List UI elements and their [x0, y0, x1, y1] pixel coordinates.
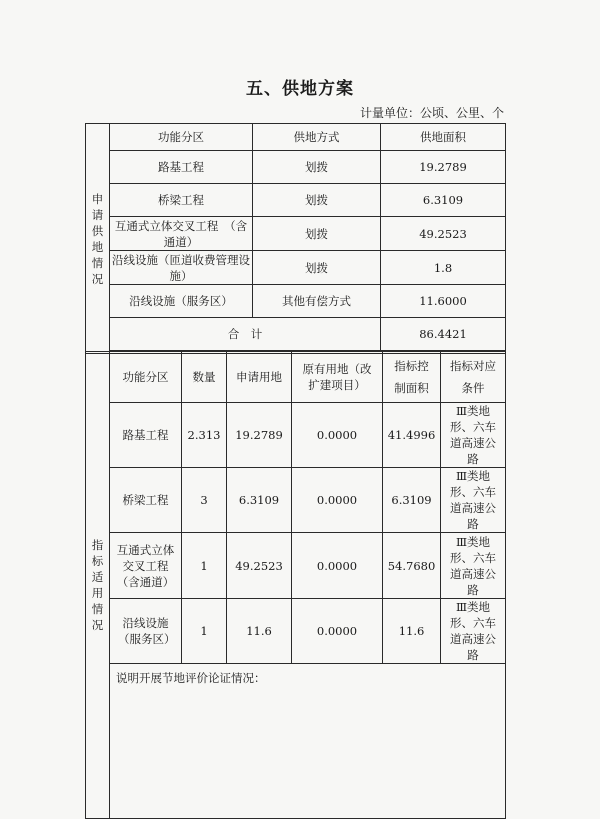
total-label: 合 计 [110, 318, 381, 351]
table-row: 沿线设施（匝道收费管理设施） 划拨 1.8 [86, 251, 506, 285]
page-title: 五、供地方案 [246, 79, 354, 99]
supply-section-label: 申 请 供 地 情 况 [86, 124, 110, 354]
measurement-unit: 计量单位：公顷、公里、个 [359, 106, 504, 120]
header-method: 供地方式 [253, 124, 381, 151]
total-value: 86.4421 [381, 318, 506, 351]
total-row [86, 318, 506, 351]
table-row: 沿线设施（服务区） 1 11.6 0.0000 11.6 Ⅲ类地形、六车道高速公路 [86, 599, 506, 664]
table-row: 互通式立体交叉工程 （含通道） 划拨 49.2523 [86, 217, 506, 251]
header-zone: 功能分区 [110, 352, 182, 403]
header-area: 供地面积 [381, 124, 506, 151]
table-row: 路基工程 划拨 19.2789 [86, 151, 506, 184]
indicator-table [85, 351, 506, 819]
table-row: 路基工程 2.313 19.2789 0.0000 41.4996 Ⅲ类地形、六车道高速公路 [86, 403, 506, 468]
table-row: 桥梁工程 划拨 6.3109 [86, 184, 506, 217]
indicator-section-label: 指 标 适 用 情 况 [86, 352, 110, 819]
header-control-area: 指标控制面积 [383, 352, 441, 403]
supply-table [85, 123, 506, 354]
remarks-box: 说明开展节地评价论证情况： [110, 664, 506, 819]
table-row: 沿线设施（服务区） 其他有偿方式 11.6000 [86, 285, 506, 318]
header-condition: 指标对应条件 [441, 352, 506, 403]
header-apply-area: 申请用地 [227, 352, 292, 403]
table-row: 互通式立体交叉工程（含通道） 1 49.2523 0.0000 54.7680 Ⅲ类地形、六车道高速公路 [86, 533, 506, 599]
table-row: 桥梁工程 3 6.3109 0.0000 6.3109 Ⅲ类地形、六车道高速公路 [86, 468, 506, 533]
header-zone: 功能分区 [110, 124, 253, 151]
header-existing-area: 原有用地（改扩建项目） [292, 352, 383, 403]
header-quantity: 数量 [182, 352, 227, 403]
